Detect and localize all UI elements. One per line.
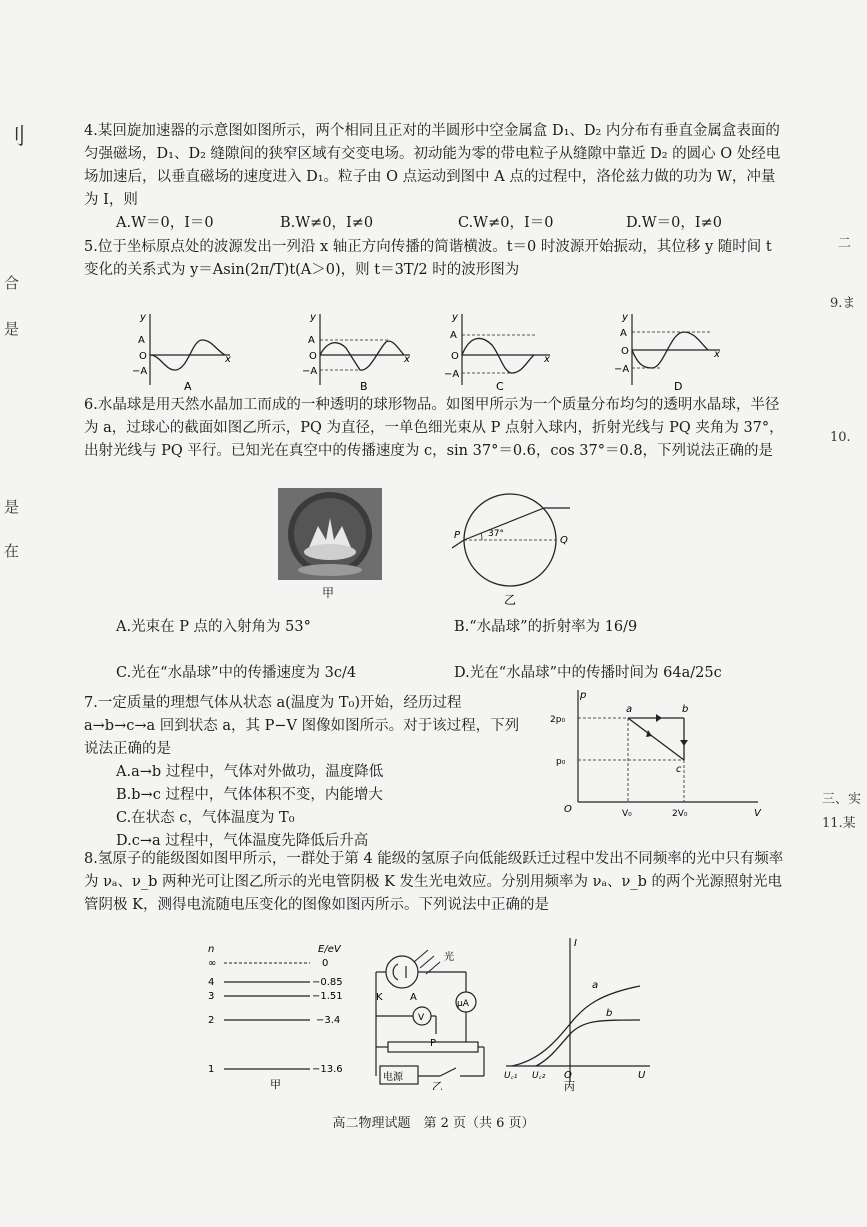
options-row xyxy=(84,212,784,235)
tick-p0: p₀ xyxy=(556,757,566,767)
margin-fragment: 11.某 xyxy=(822,816,856,831)
tick-origin: O xyxy=(451,351,459,362)
option-a: A.a→b 过程中，气体对外做功，温度降低 xyxy=(116,764,384,780)
tick-2p0: 2p₀ xyxy=(550,715,566,725)
curve-a: a xyxy=(592,980,599,991)
refraction-diagram xyxy=(452,488,582,608)
tick-a: A xyxy=(450,330,457,341)
graph-label: D xyxy=(674,380,683,393)
question-7 xyxy=(84,692,532,853)
option-b: B.“水晶球”的折射率为 16/9 xyxy=(454,619,638,635)
origin: O xyxy=(564,1070,572,1081)
level-e: −3.4 xyxy=(316,1015,341,1026)
axis-v: V xyxy=(754,808,761,819)
source-label: 电源 xyxy=(383,1072,403,1083)
label-a: A xyxy=(410,992,417,1003)
tick-neg-a: −A xyxy=(302,366,318,377)
option-d: D.光在“水晶球”中的传播时间为 64a/25c xyxy=(454,665,722,681)
state-b: b xyxy=(682,704,689,715)
page-footer: 高二物理试题 第 2 页（共 6 页） xyxy=(332,1116,535,1131)
axis-x-label: x xyxy=(404,354,410,365)
level-n: 3 xyxy=(208,991,215,1002)
tick-a: A xyxy=(308,335,315,346)
wave-graphs xyxy=(130,310,730,395)
level-n: 2 xyxy=(208,1015,215,1026)
wave-graph-c xyxy=(444,312,550,393)
head-e: E/eV xyxy=(318,944,341,955)
axis-y-label: y xyxy=(140,312,146,323)
light-label: 光 xyxy=(444,952,454,963)
tick-a: A xyxy=(620,328,627,339)
axis-i: I xyxy=(574,938,577,949)
question-4 xyxy=(84,120,784,235)
axis-y-label: y xyxy=(452,312,458,323)
level-e: −1.51 xyxy=(312,991,343,1002)
option-b: B.b→c 过程中，气体体积不变，内能增大 xyxy=(116,787,383,803)
label-p: P xyxy=(454,530,461,541)
slider-p: P xyxy=(430,1038,437,1049)
graph-label: B xyxy=(360,380,368,393)
crystal-ball-photo xyxy=(278,488,382,580)
question-text: 8.氢原子的能级图如图甲所示，一群处于第 4 能级的氢原子向低能级跃迁过程中发出不同频率的光中只有频率为 νₐ、ν_b 两种光可让图乙所示的光电管阴极 K 发生光电效应。分别用频率为 νₐ、ν_b 的两个光源照射光电管阴极 K，测得电流随电压变化的图像如图丙所示。下列说法中正确的是 xyxy=(84,851,784,913)
axis-x-label: x xyxy=(544,354,550,365)
margin-fragment: 二 xyxy=(838,236,852,251)
tick-v0: V₀ xyxy=(622,809,632,819)
margin-fragment: 9.ま xyxy=(830,296,856,311)
tick-neg-a: −A xyxy=(444,369,460,380)
question-text: 7.一定质量的理想气体从状态 a(温度为 T₀)开始，经历过程 a→b→c→a 回到状态 a，其 P−V 图像如图所示。对于该过程，下列说法正确的是 xyxy=(84,695,520,757)
question-text: 5.位于坐标原点处的波源发出一列沿 x 轴正方向传播的简谐横波。t＝0 时波源开始振动，其位移 y 随时间 t 变化的关系式为 y＝Asin(2π/T)t(A＞0)，则 t＝3T/2 时的波形图为 xyxy=(84,239,772,278)
fig-caption-jia: 甲 xyxy=(270,1078,281,1090)
wave-graph-d xyxy=(614,312,720,393)
wave-graph-a xyxy=(132,312,231,393)
axis-p: p xyxy=(580,690,587,701)
origin: O xyxy=(564,804,572,815)
tick-origin: O xyxy=(621,346,629,357)
level-n: 1 xyxy=(208,1064,215,1075)
iu-graph xyxy=(500,932,660,1092)
energy-level-diagram xyxy=(200,940,360,1090)
label-uc1: U꜀₁ xyxy=(504,1071,518,1081)
question-5 xyxy=(84,236,784,282)
option-c: C.W≠0，I＝0 xyxy=(458,215,554,231)
level-e: −13.6 xyxy=(312,1064,343,1075)
option-c: C.光在“水晶球”中的传播速度为 3c/4 xyxy=(116,665,357,681)
fig-caption-bing: 丙 xyxy=(564,1080,575,1092)
tick-neg-a: −A xyxy=(132,366,148,377)
label-uc2: U꜀₂ xyxy=(532,1071,546,1081)
question-text: 4.某回旋加速器的示意图如图所示，两个相同且正对的半圆形中空金属盒 D₁、D₂ 内分布有垂直金属盒表面的匀强磁场，D₁、D₂ 缝隙间的狭窄区域有交变电场。初动能为零的带电粒子从缝隙中靠近 D₂ 的圆心 O 处经电场加速后，以垂直磁场的速度进入 D₁。粒子由 O 点运动到图中 A 点的过程中，洛伦兹力做的功为 W，冲量为 I，则 xyxy=(84,123,781,208)
photocell-circuit xyxy=(370,940,500,1090)
margin-fragment: 是 xyxy=(4,498,20,516)
level-e: −0.85 xyxy=(312,977,343,988)
option-d: D.W＝0，I≠0 xyxy=(626,215,722,231)
option-b: B.W≠0，I≠0 xyxy=(280,215,374,231)
axis-x-label: x xyxy=(714,349,720,360)
axis-y-label: y xyxy=(622,312,628,323)
fig-caption-yi: 乙 xyxy=(432,1080,443,1090)
tick-a: A xyxy=(138,335,145,346)
margin-fragment: 10. xyxy=(830,430,851,445)
axis-x-label: x xyxy=(225,354,231,365)
question-8 xyxy=(84,848,784,917)
fig-caption-yi: 乙 xyxy=(504,593,517,607)
question-text: 6.水晶球是用天然水晶加工而成的一种透明的球形物品。如图甲所示为一个质量分布均匀的透明水晶球，半径为 a，过球心的截面如图乙所示，PQ 为直径，一单色细光束从 P 点射入球内，折射光线与 PQ 夹角为 37°，出射光线与 PQ 平行。已知光在真空中的传播速度为 c，sin 37°＝0.6，cos 37°＝0.8，下列说法正确的是 xyxy=(84,397,784,459)
curve-b: b xyxy=(606,1008,613,1019)
tick-origin: O xyxy=(139,351,147,362)
axis-y-label: y xyxy=(310,312,316,323)
margin-fragment: 是 xyxy=(4,320,20,338)
wave-graph-b xyxy=(302,312,410,393)
state-c: c xyxy=(676,764,682,775)
tick-2v0: 2V₀ xyxy=(672,809,688,819)
head-n: n xyxy=(208,944,215,955)
level-e: 0 xyxy=(322,958,329,969)
level-n: 4 xyxy=(208,977,215,988)
microammeter-label: μA xyxy=(457,999,469,1009)
axis-u: U xyxy=(638,1070,646,1081)
voltmeter-label: V xyxy=(418,1013,425,1023)
option-a: A.W＝0，I＝0 xyxy=(116,215,214,231)
question-6 xyxy=(84,394,784,463)
margin-fragment: 合 xyxy=(4,274,20,292)
option-c: C.在状态 c，气体温度为 T₀ xyxy=(116,810,295,826)
fig-caption-jia: 甲 xyxy=(322,586,335,600)
state-a: a xyxy=(626,704,633,715)
label-q: Q xyxy=(560,535,568,546)
option-d: D.c→a 过程中，气体温度先降低后升高 xyxy=(116,833,369,849)
graph-label: C xyxy=(496,380,504,393)
margin-fragment: 刂 xyxy=(4,125,27,150)
graph-label: A xyxy=(184,380,192,393)
margin-fragment: 三、实 xyxy=(822,792,862,807)
label-angle: 37° xyxy=(488,529,504,539)
option-a: A.光束在 P 点的入射角为 53° xyxy=(116,619,311,635)
level-n: ∞ xyxy=(208,958,217,969)
tick-neg-a: −A xyxy=(614,364,630,375)
label-k: K xyxy=(376,992,383,1003)
pv-graph xyxy=(548,684,770,824)
tick-origin: O xyxy=(309,351,317,362)
margin-fragment: 在 xyxy=(4,542,20,560)
